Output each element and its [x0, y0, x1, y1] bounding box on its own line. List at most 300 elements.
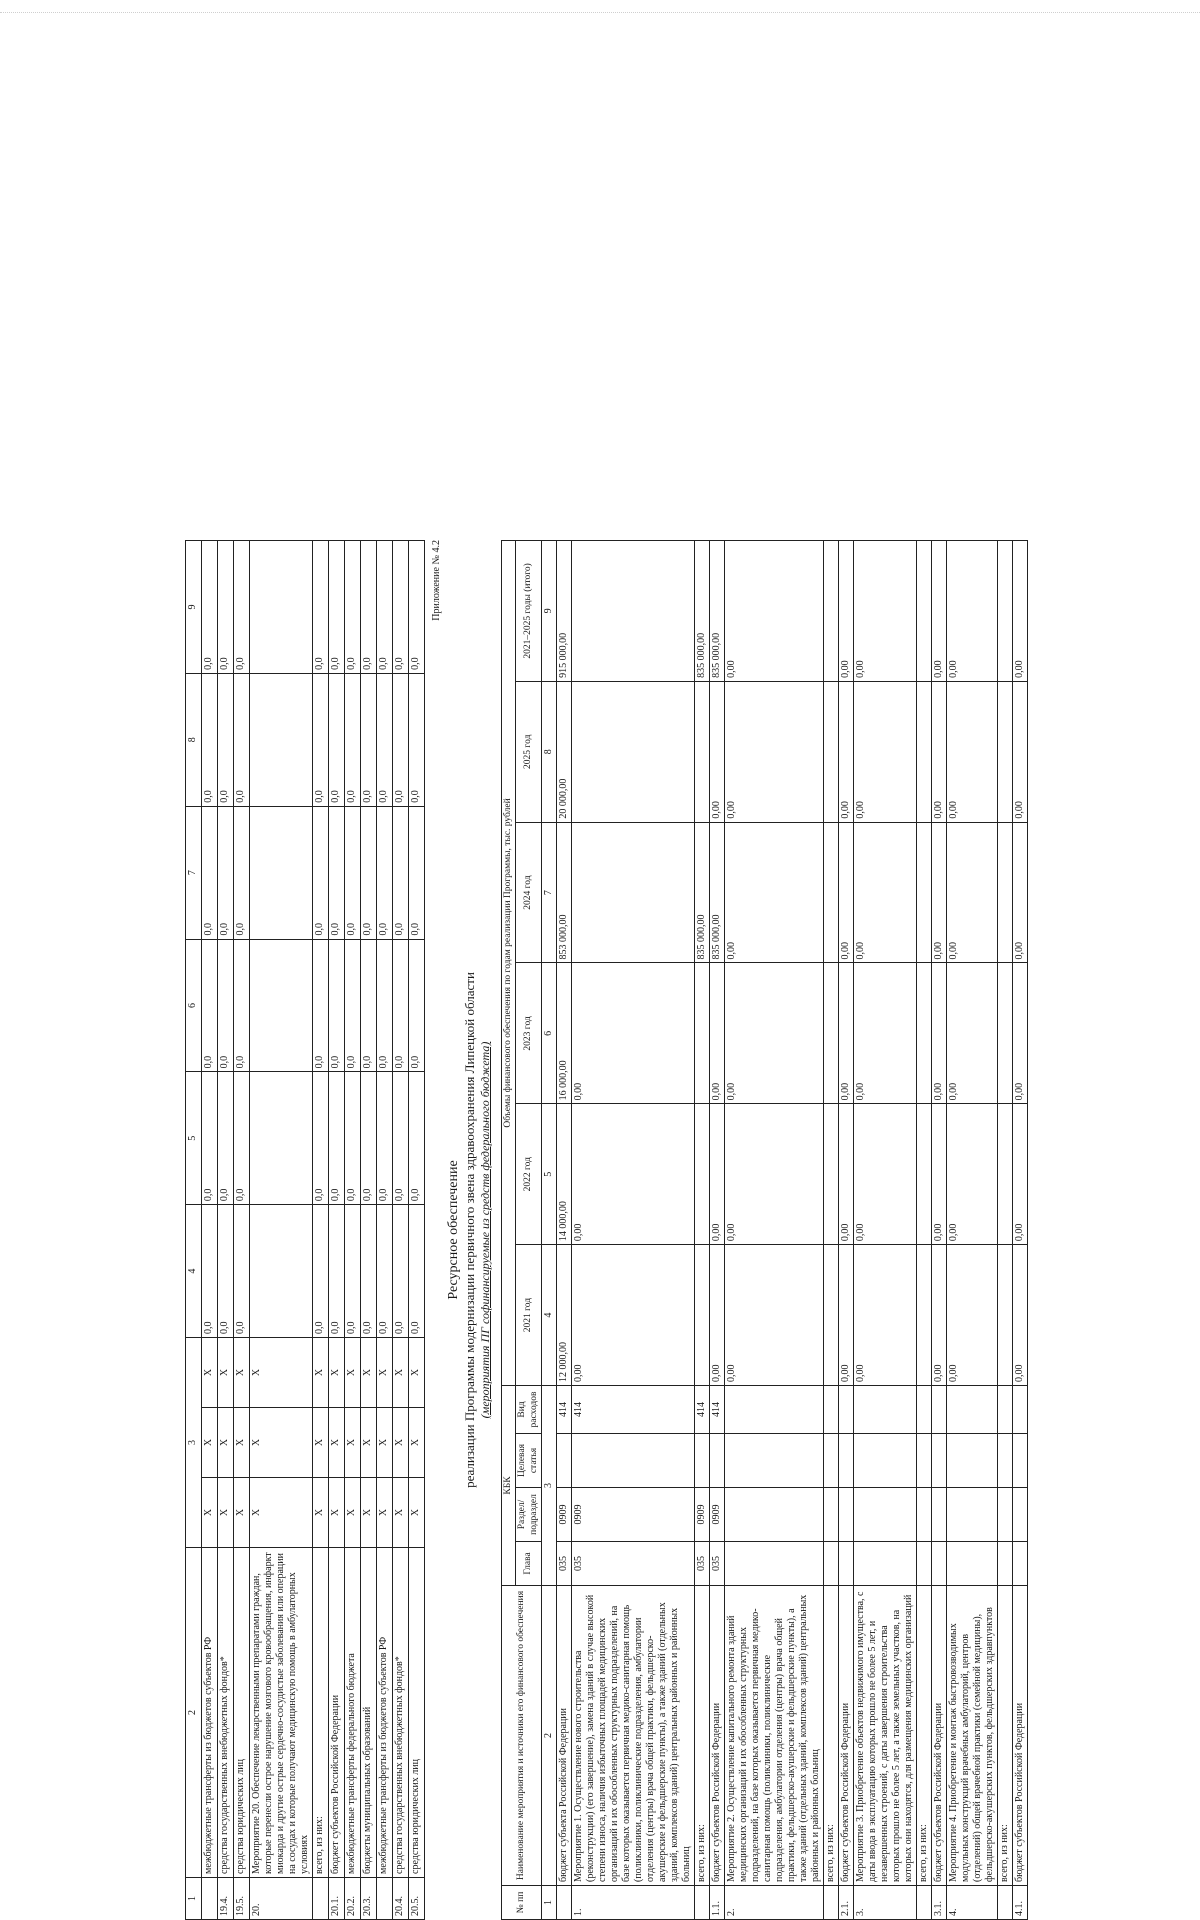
- table-row: [234, 541, 250, 1920]
- value-cell: 0,0: [329, 541, 345, 674]
- kbk-cell: X: [361, 1338, 377, 1408]
- vid-cell: [932, 1385, 947, 1433]
- value-cell: 0,00: [725, 1245, 824, 1386]
- value-cell: 853 000,00: [557, 822, 572, 963]
- razdel-cell: [947, 1488, 998, 1542]
- value-cell: 0,0: [329, 673, 345, 806]
- value-cell: 0,0: [409, 673, 425, 806]
- row-name: всего, из них:: [824, 1586, 839, 1886]
- kbk-cell: X: [361, 1408, 377, 1478]
- glava-cell: [725, 1542, 824, 1586]
- kbk-cell: X: [250, 1478, 313, 1548]
- value-cell: [917, 822, 932, 963]
- glava-cell: [824, 1542, 839, 1586]
- value-cell: 0,0: [409, 806, 425, 939]
- celevaya-cell: [947, 1434, 998, 1488]
- row-number: [917, 1886, 932, 1920]
- glava-cell: [854, 1542, 917, 1586]
- continuation-table-colnums: [186, 541, 202, 1920]
- value-cell: [250, 673, 313, 806]
- vid-cell: [854, 1385, 917, 1433]
- glava-cell: [932, 1542, 947, 1586]
- table-row: [824, 541, 839, 1920]
- value-cell: 0,0: [377, 673, 393, 806]
- vid-cell: 414: [695, 1385, 710, 1433]
- kbk-cell: X: [234, 1478, 250, 1548]
- value-cell: 0,0: [393, 939, 409, 1072]
- table-row: [409, 541, 425, 1920]
- value-cell: 0,0: [393, 541, 409, 674]
- value-cell: 0,0: [393, 1205, 409, 1338]
- value-cell: 0,0: [202, 673, 218, 806]
- value-cell: 14 000,00: [557, 1104, 572, 1245]
- head-num: № пп: [502, 1886, 542, 1920]
- table-row: [572, 541, 695, 1920]
- value-cell: 0,0: [409, 1205, 425, 1338]
- value-cell: 0,0: [345, 1072, 361, 1205]
- row-number: 20.3.: [361, 1878, 377, 1920]
- kbk-cell: X: [218, 1478, 234, 1548]
- kbk-cell: X: [345, 1338, 361, 1408]
- value-cell: 0,0: [218, 673, 234, 806]
- table-row: [218, 541, 234, 1920]
- row-name: всего, из них:: [998, 1586, 1013, 1886]
- row-number: 20.4.: [393, 1878, 409, 1920]
- glava-cell: 035: [572, 1542, 695, 1586]
- row-name: всего, из них:: [695, 1586, 710, 1886]
- row-name: бюджет субъектов Российской Федерации: [710, 1586, 725, 1886]
- value-cell: 0,00: [725, 963, 824, 1104]
- row-name: Мероприятие 1. Осуществление нового строительства (реконструкции) (его завершение), замена зданий в случае высокой степени износа, наличия избыточных площадей медицинских организаций и их обособленных структурных подразделений, на базе которых оказывается первичная медико-санитарная помощь (поликлиники, поликлинические подразделения, амбулатории отделения (центры) врача общей практики, фельдшерско-акушерские и фельдшерские пункты), а также зданий (отдельных зданий, комплексов зданий) центральных районных и районных больниц: [572, 1586, 695, 1886]
- value-cell: 0,0: [361, 939, 377, 1072]
- celevaya-cell: [557, 1434, 572, 1488]
- colnum-cell: 8: [186, 673, 202, 806]
- value-cell: 0,0: [202, 1072, 218, 1205]
- continuation-table-body: [202, 541, 425, 1920]
- value-cell: 0,00: [947, 1245, 998, 1386]
- value-cell: [250, 1205, 313, 1338]
- value-cell: 0,0: [409, 541, 425, 674]
- kbk-cell: X: [202, 1338, 218, 1408]
- table-row: [695, 541, 710, 1920]
- kbk-cell: X: [234, 1338, 250, 1408]
- title-line-2: реализации Программы модернизации первичного звена здравоохранения Липецкой области: [462, 972, 477, 1488]
- value-cell: 0,00: [932, 681, 947, 822]
- value-cell: 0,0: [234, 806, 250, 939]
- row-name: Мероприятие 20. Обеспечение лекарственными препаратами граждан, которые перенесли острое нарушение мозгового кровообращения, инфаркт миокарда и другие острые сердечно-сосудистые заболевания или операции на сосудах и которые получают медицинскую помощь в амбулаторных условиях: [250, 1548, 313, 1878]
- value-cell: 0,00: [725, 1104, 824, 1245]
- row-number: [202, 1878, 218, 1920]
- row-name: межбюджетные трансферты из бюджетов субъектов РФ: [377, 1548, 393, 1878]
- value-cell: 0,00: [725, 822, 824, 963]
- colnum-cell: 7: [186, 806, 202, 939]
- value-cell: 0,00: [947, 1104, 998, 1245]
- value-cell: 0,0: [313, 939, 329, 1072]
- value-cell: [998, 541, 1013, 682]
- value-cell: 0,0: [361, 673, 377, 806]
- table-row: [725, 541, 824, 1920]
- razdel-cell: 0909: [557, 1488, 572, 1542]
- value-cell: [824, 822, 839, 963]
- kbk-cell: X: [313, 1408, 329, 1478]
- glava-cell: [998, 1542, 1013, 1586]
- table-row: [557, 541, 572, 1920]
- value-cell: 0,0: [377, 541, 393, 674]
- vid-cell: 414: [572, 1385, 695, 1433]
- colnum-cell: 7: [542, 822, 557, 963]
- row-name: Мероприятие 4. Приобретение и монтаж быстровозводимых модульных конструкций врачебных амбулаторий, центров (отделений) общей врачебной практики (семейной медицины), фельдшерско-акушерских пунктов, фельдшерских здравпунктов: [947, 1586, 998, 1886]
- continuation-table: [185, 540, 425, 1920]
- value-cell: [998, 963, 1013, 1104]
- kbk-cell: X: [377, 1338, 393, 1408]
- value-cell: 0,0: [313, 806, 329, 939]
- vid-cell: [824, 1385, 839, 1433]
- row-number: 19.4.: [218, 1878, 234, 1920]
- value-cell: 0,0: [377, 1205, 393, 1338]
- value-cell: 0,00: [710, 1104, 725, 1245]
- table-row: [377, 541, 393, 1920]
- kbk-cell: X: [377, 1408, 393, 1478]
- razdel-cell: 0909: [710, 1488, 725, 1542]
- glava-cell: [917, 1542, 932, 1586]
- kbk-cell: X: [409, 1408, 425, 1478]
- value-cell: 0,00: [854, 1245, 917, 1386]
- value-cell: 0,00: [854, 822, 917, 963]
- value-cell: 0,00: [947, 681, 998, 822]
- value-cell: 0,0: [202, 541, 218, 674]
- value-cell: 0,00: [1013, 1104, 1028, 1245]
- value-cell: 0,0: [202, 1205, 218, 1338]
- table-row: [393, 541, 409, 1920]
- value-cell: 0,00: [1013, 681, 1028, 822]
- head-2024: 2024 год: [516, 822, 542, 963]
- colnum-cell: 1: [186, 1878, 202, 1920]
- kbk-cell: X: [377, 1478, 393, 1548]
- glava-cell: [947, 1542, 998, 1586]
- value-cell: [572, 681, 695, 822]
- value-cell: 0,00: [932, 1104, 947, 1245]
- value-cell: 0,00: [1013, 541, 1028, 682]
- value-cell: 0,0: [361, 1205, 377, 1338]
- celevaya-cell: [725, 1434, 824, 1488]
- kbk-cell: X: [329, 1408, 345, 1478]
- value-cell: 0,0: [345, 541, 361, 674]
- table-row: [345, 541, 361, 1920]
- head-total: 2021–2025 годы (итого): [516, 541, 542, 682]
- value-cell: 0,0: [313, 541, 329, 674]
- value-cell: 0,0: [202, 806, 218, 939]
- vid-cell: [998, 1385, 1013, 1433]
- value-cell: 0,0: [313, 673, 329, 806]
- value-cell: 0,0: [329, 939, 345, 1072]
- head-2021: 2021 год: [516, 1245, 542, 1386]
- title-line-1: Ресурсное обеспечение: [446, 1160, 461, 1300]
- scan-edge-line: [0, 12, 1200, 14]
- value-cell: 0,0: [345, 939, 361, 1072]
- row-name: бюджет субъектов Российской Федерации: [932, 1586, 947, 1886]
- table-row: [998, 541, 1013, 1920]
- glava-cell: 035: [557, 1542, 572, 1586]
- value-cell: 0,0: [234, 1205, 250, 1338]
- value-cell: [572, 541, 695, 682]
- table-row: [202, 541, 218, 1920]
- razdel-cell: [854, 1488, 917, 1542]
- value-cell: [998, 1104, 1013, 1245]
- resource-table: [501, 540, 1028, 1920]
- value-cell: 0,0: [234, 541, 250, 674]
- row-name: межбюджетные трансферты федерального бюджета: [345, 1548, 361, 1878]
- kbk-cell: X: [409, 1478, 425, 1548]
- value-cell: 0,0: [234, 939, 250, 1072]
- kbk-cell: X: [393, 1478, 409, 1548]
- value-cell: [917, 1245, 932, 1386]
- row-number: [557, 1886, 572, 1920]
- value-cell: 0,0: [234, 673, 250, 806]
- vid-cell: [917, 1385, 932, 1433]
- value-cell: 0,00: [932, 541, 947, 682]
- celevaya-cell: [854, 1434, 917, 1488]
- vid-cell: [947, 1385, 998, 1433]
- value-cell: [824, 1104, 839, 1245]
- value-cell: 0,00: [947, 541, 998, 682]
- value-cell: 0,0: [393, 673, 409, 806]
- value-cell: [917, 541, 932, 682]
- celevaya-cell: [1013, 1434, 1028, 1488]
- row-name: бюджет субъектов Российской Федерации: [1013, 1586, 1028, 1886]
- value-cell: 0,00: [710, 963, 725, 1104]
- kbk-cell: X: [313, 1338, 329, 1408]
- kbk-cell: X: [250, 1408, 313, 1478]
- value-cell: 0,0: [202, 939, 218, 1072]
- value-cell: 0,00: [932, 1245, 947, 1386]
- value-cell: 12 000,00: [557, 1245, 572, 1386]
- value-cell: 0,0: [345, 1205, 361, 1338]
- value-cell: 835 000,00: [695, 822, 710, 963]
- razdel-cell: [824, 1488, 839, 1542]
- value-cell: [824, 681, 839, 822]
- value-cell: 0,00: [725, 541, 824, 682]
- appendix-label: Приложение № 4.2: [431, 540, 442, 621]
- table-row: [313, 541, 329, 1920]
- kbk-cell: X: [329, 1338, 345, 1408]
- head-celevaya: Целевая статья: [516, 1434, 542, 1488]
- value-cell: 0,0: [218, 806, 234, 939]
- table-row: [329, 541, 345, 1920]
- row-name: средства государственных внебюджетных фондов*: [393, 1548, 409, 1878]
- value-cell: 0,0: [361, 1072, 377, 1205]
- row-number: 19.5.: [234, 1878, 250, 1920]
- value-cell: 0,00: [839, 1245, 854, 1386]
- head-volumes: Объемы финансового обеспечения по годам реализации Программы, тыс. рублей: [502, 541, 516, 1386]
- value-cell: 16 000,00: [557, 963, 572, 1104]
- colnum-cell: 2: [186, 1548, 202, 1878]
- table-row: [947, 541, 998, 1920]
- value-cell: 0,00: [725, 681, 824, 822]
- value-cell: 0,00: [1013, 1245, 1028, 1386]
- row-name: средства юридических лиц: [409, 1548, 425, 1878]
- value-cell: 835 000,00: [710, 822, 725, 963]
- value-cell: [917, 681, 932, 822]
- table-row: [854, 541, 917, 1920]
- row-number: [824, 1886, 839, 1920]
- value-cell: [695, 681, 710, 822]
- value-cell: 0,00: [947, 822, 998, 963]
- value-cell: 0,00: [710, 681, 725, 822]
- value-cell: 0,0: [345, 806, 361, 939]
- colnum-cell: 3: [186, 1338, 202, 1548]
- value-cell: 0,0: [313, 1205, 329, 1338]
- value-cell: 0,00: [572, 963, 695, 1104]
- value-cell: 0,00: [932, 963, 947, 1104]
- colnum-cell: 1: [542, 1886, 557, 1920]
- value-cell: [824, 541, 839, 682]
- row-number: [998, 1886, 1013, 1920]
- value-cell: 0,00: [854, 1104, 917, 1245]
- head-name: Наименование мероприятия и источники его финансового обеспечения: [502, 1586, 542, 1886]
- glava-cell: 035: [695, 1542, 710, 1586]
- kbk-cell: X: [409, 1338, 425, 1408]
- value-cell: 0,00: [572, 1104, 695, 1245]
- value-cell: 0,0: [218, 1205, 234, 1338]
- vid-cell: [1013, 1385, 1028, 1433]
- row-name: Мероприятие 3. Приобретение объектов недвижимого имущества, с даты ввода в эксплуатацию которых прошло не более 5 лет, и незавершенных строений, с даты завершения строительства которых прошло не более 5 лет, а также земельных участков, на которых они находятся, для размещения медицинских организаций: [854, 1586, 917, 1886]
- value-cell: 0,0: [218, 939, 234, 1072]
- value-cell: 0,0: [361, 806, 377, 939]
- celevaya-cell: [572, 1434, 695, 1488]
- row-name: бюджеты муниципальных образований: [361, 1548, 377, 1878]
- kbk-cell: X: [393, 1408, 409, 1478]
- row-name: бюджет субъекта Российской Федерации: [557, 1586, 572, 1886]
- celevaya-cell: [998, 1434, 1013, 1488]
- razdel-cell: [1013, 1488, 1028, 1542]
- value-cell: [998, 1245, 1013, 1386]
- celevaya-cell: [824, 1434, 839, 1488]
- vid-cell: 414: [710, 1385, 725, 1433]
- head-2025: 2025 год: [516, 681, 542, 822]
- value-cell: 0,00: [839, 963, 854, 1104]
- value-cell: [917, 1104, 932, 1245]
- row-number: [313, 1878, 329, 1920]
- colnum-cell: 5: [186, 1072, 202, 1205]
- value-cell: 0,00: [947, 963, 998, 1104]
- row-number: 20.5.: [409, 1878, 425, 1920]
- row-number: 3.1.: [932, 1886, 947, 1920]
- razdel-cell: [839, 1488, 854, 1542]
- head-2022: 2022 год: [516, 1104, 542, 1245]
- value-cell: 0,0: [409, 1072, 425, 1205]
- value-cell: 0,0: [377, 806, 393, 939]
- document-title-block: [446, 540, 493, 1920]
- kbk-cell: X: [329, 1478, 345, 1548]
- celevaya-cell: [839, 1434, 854, 1488]
- celevaya-cell: [932, 1434, 947, 1488]
- head-2023: 2023 год: [516, 963, 542, 1104]
- value-cell: 835 000,00: [695, 541, 710, 682]
- kbk-cell: X: [345, 1478, 361, 1548]
- kbk-cell: X: [345, 1408, 361, 1478]
- kbk-cell: X: [234, 1408, 250, 1478]
- head-kbk: КБК: [502, 1385, 516, 1585]
- razdel-cell: [998, 1488, 1013, 1542]
- table-row: [361, 541, 377, 1920]
- value-cell: [824, 963, 839, 1104]
- row-name: всего, из них:: [917, 1586, 932, 1886]
- row-name: бюджет субъектов Российской Федерации: [329, 1548, 345, 1878]
- celevaya-cell: [695, 1434, 710, 1488]
- table-row: [839, 541, 854, 1920]
- rotated-document-sheet: [185, 540, 1026, 1920]
- table-row: [710, 541, 725, 1920]
- kbk-cell: X: [313, 1478, 329, 1548]
- row-name: межбюджетные трансферты из бюджетов субъектов РФ: [202, 1548, 218, 1878]
- razdel-cell: [917, 1488, 932, 1542]
- kbk-cell: X: [202, 1478, 218, 1548]
- value-cell: 0,00: [854, 963, 917, 1104]
- razdel-cell: [725, 1488, 824, 1542]
- glava-cell: 035: [710, 1542, 725, 1586]
- row-number: [377, 1878, 393, 1920]
- value-cell: [250, 806, 313, 939]
- row-number: 1.1.: [710, 1886, 725, 1920]
- value-cell: 0,00: [1013, 822, 1028, 963]
- value-cell: 0,00: [1013, 963, 1028, 1104]
- row-number: 20.1.: [329, 1878, 345, 1920]
- value-cell: 0,00: [839, 1104, 854, 1245]
- head-razdel: Раздел/ подраздел: [516, 1488, 542, 1542]
- value-cell: 0,0: [361, 541, 377, 674]
- value-cell: 0,00: [710, 1245, 725, 1386]
- row-number: 20.: [250, 1878, 313, 1920]
- table-row: [250, 541, 313, 1920]
- value-cell: 0,0: [329, 806, 345, 939]
- kbk-cell: X: [393, 1338, 409, 1408]
- row-name: бюджет субъектов Российской Федерации: [839, 1586, 854, 1886]
- kbk-cell: X: [361, 1478, 377, 1548]
- resource-table-body: [557, 541, 1028, 1920]
- head-glava: Глава: [516, 1542, 542, 1586]
- celevaya-cell: [917, 1434, 932, 1488]
- title-line-3: (мероприятия ПГ софинансируемые из средств федерального бюджета): [478, 1041, 492, 1419]
- glava-cell: [839, 1542, 854, 1586]
- row-name: средства государственных внебюджетных фондов*: [218, 1548, 234, 1878]
- colnum-cell: 4: [186, 1205, 202, 1338]
- value-cell: [695, 1245, 710, 1386]
- row-name: средства юридических лиц: [234, 1548, 250, 1878]
- value-cell: [695, 1104, 710, 1245]
- value-cell: [695, 963, 710, 1104]
- row-number: 4.1.: [1013, 1886, 1028, 1920]
- celevaya-cell: [710, 1434, 725, 1488]
- table-row: [917, 541, 932, 1920]
- kbk-cell: X: [250, 1338, 313, 1408]
- colnum-cell: 8: [542, 681, 557, 822]
- colnum-cell: 4: [542, 1245, 557, 1386]
- value-cell: 0,00: [839, 681, 854, 822]
- value-cell: 0,0: [393, 1072, 409, 1205]
- colnum-cell: 9: [542, 541, 557, 682]
- value-cell: [250, 541, 313, 674]
- row-number: 2.: [725, 1886, 824, 1920]
- row-name: Мероприятие 2. Осуществление капитального ремонта зданий медицинских организаций и их обособленных структурных подразделений, на базе которых оказывается первичная медико-санитарная помощь (поликлиники, поликлинические подразделения, амбулатории отделения (центры) врача общей практики, фельдшерско-акушерские и фельдшерские пункты), а также зданий (отдельных зданий, комплексов зданий) центральных районных и районных больниц: [725, 1586, 824, 1886]
- value-cell: [572, 822, 695, 963]
- value-cell: 0,00: [932, 822, 947, 963]
- colnum-cell: 2: [542, 1586, 557, 1886]
- value-cell: [824, 1245, 839, 1386]
- colnum-cell: 5: [542, 1104, 557, 1245]
- row-name: всего, из них:: [313, 1548, 329, 1878]
- kbk-cell: X: [218, 1408, 234, 1478]
- kbk-cell: X: [202, 1408, 218, 1478]
